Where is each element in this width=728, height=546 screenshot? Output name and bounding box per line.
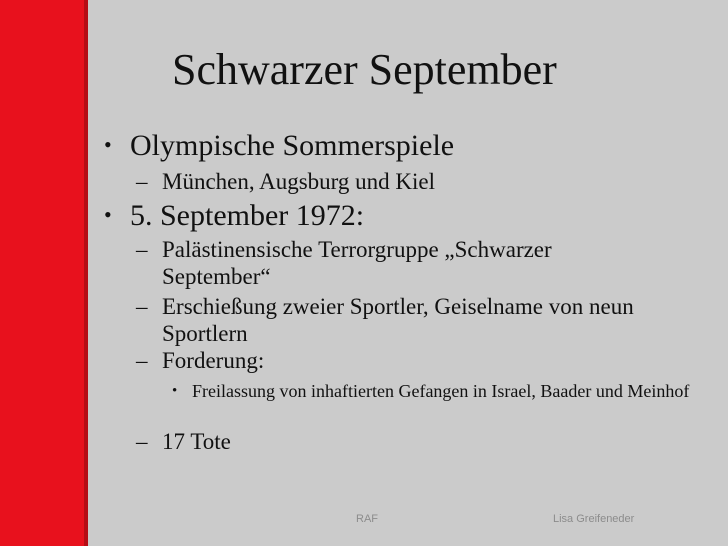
bullet-marker: • [104,132,112,157]
bullet-marker: • [172,383,178,399]
dash-marker: – [136,169,148,194]
footer-author: Lisa Greifeneder [553,513,635,525]
slide-title: Schwarzer September [172,45,557,94]
bullet-level1 [104,128,454,163]
bullet-text: 5. September 1972: [130,199,365,232]
dash-marker: – [136,348,148,373]
dash-marker: – [136,237,148,262]
bullet-text: Freilassung von inhaftierten Gefangen in Israel, Baader und Meinhof [192,381,690,401]
dash-marker: – [136,294,148,319]
bullet-text: 17 Tote [162,429,231,454]
footer-center-text: RAF [356,513,378,525]
dash-marker: – [136,429,148,454]
bullet-text: Palästinensische Terrorgruppe „Schwarzer September“ [162,237,552,289]
bullet-text: München, Augsburg und Kiel [162,169,436,194]
bullet-text: Olympische Sommerspiele [130,129,455,162]
bullet-text: Forderung: [162,348,265,373]
bullet-marker: • [104,202,112,227]
bullet-text: Erschießung zweier Sportler, Geiselname von neun Sportlern [162,294,634,346]
bullet-level1 [104,198,364,233]
